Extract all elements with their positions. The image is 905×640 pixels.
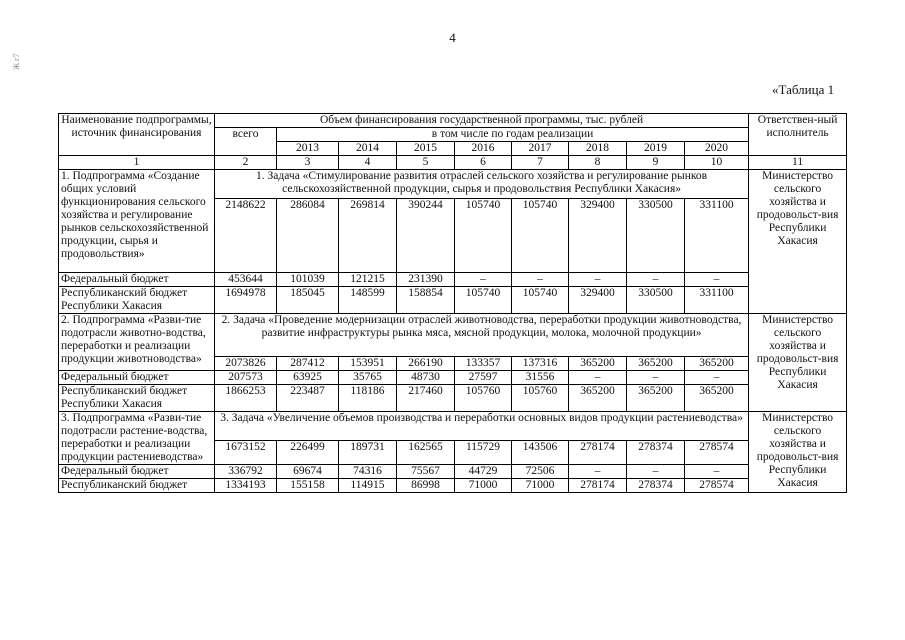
total-value: 390244 — [397, 199, 455, 273]
column-number: 8 — [569, 156, 627, 170]
header-year: 2019 — [627, 142, 685, 156]
budget-value: – — [569, 371, 627, 385]
budget-value: 75567 — [397, 465, 455, 479]
header-year: 2014 — [339, 142, 397, 156]
budget-value: 31556 — [512, 371, 569, 385]
budget-value: 105760 — [512, 385, 569, 412]
column-number: 5 — [397, 156, 455, 170]
budget-value: 231390 — [397, 273, 455, 287]
total-value: 115729 — [455, 441, 512, 465]
budget-row — [59, 385, 847, 412]
budget-value: 86998 — [397, 479, 455, 493]
total-value: 330500 — [627, 199, 685, 273]
total-value: 105740 — [455, 199, 512, 273]
section-task-row — [59, 412, 847, 441]
budget-value: 365200 — [569, 385, 627, 412]
responsible-executor: Министерство сельского хозяйства и продовольст-вия Республики Хакасия — [749, 170, 847, 314]
budget-value: 44729 — [455, 465, 512, 479]
budget-value: 69674 — [277, 465, 339, 479]
budget-value: 74316 — [339, 465, 397, 479]
section-task-row — [59, 314, 847, 357]
financing-table — [58, 113, 847, 493]
header-by-years: в том числе по годам реализации — [277, 128, 749, 142]
budget-value: 1334193 — [215, 479, 277, 493]
total-value: 133357 — [455, 357, 512, 371]
total-value: 269814 — [339, 199, 397, 273]
budget-value: 223487 — [277, 385, 339, 412]
header-year: 2017 — [512, 142, 569, 156]
margin-note: Ж г7 — [12, 53, 21, 70]
total-value: 286084 — [277, 199, 339, 273]
total-value: 365200 — [685, 357, 749, 371]
total-value: 278574 — [685, 441, 749, 465]
total-value: 278174 — [569, 441, 627, 465]
budget-value: 71000 — [512, 479, 569, 493]
budget-value: 207573 — [215, 371, 277, 385]
budget-value: 336792 — [215, 465, 277, 479]
budget-source: Республиканский бюджет — [59, 479, 215, 493]
total-value: 153951 — [339, 357, 397, 371]
budget-value: 365200 — [685, 385, 749, 412]
task-title: 1. Задача «Стимулирование развития отраслей сельского хозяйства и регулирование рынков сельскохозяйственной продукции, сырья и продовольствия Республики Хакасия» — [215, 170, 749, 199]
total-value: 105740 — [512, 199, 569, 273]
budget-value: 101039 — [277, 273, 339, 287]
budget-value: 453644 — [215, 273, 277, 287]
total-value: 2148622 — [215, 199, 277, 273]
budget-value: 105740 — [455, 287, 512, 314]
budget-value: – — [569, 273, 627, 287]
subprogram-title: 1. Подпрограмма «Создание общих условий функционирования сельского хозяйства и регулирование рынков сельскохозяйственной продукции, сырья и продовольствия» — [59, 170, 215, 273]
budget-value: 114915 — [339, 479, 397, 493]
budget-value: 35765 — [339, 371, 397, 385]
budget-value: 71000 — [455, 479, 512, 493]
total-value: 2073826 — [215, 357, 277, 371]
task-title: 2. Задача «Проведение модернизации отраслей животноводства, переработки продукции животноводства, развитие инфраструктуры рынка мяса, мясной продукции, молока, молочной продукции» — [215, 314, 749, 357]
budget-value: 72506 — [512, 465, 569, 479]
budget-value: – — [685, 465, 749, 479]
budget-value: 27597 — [455, 371, 512, 385]
header-year: 2013 — [277, 142, 339, 156]
budget-value: 185045 — [277, 287, 339, 314]
budget-value: 1694978 — [215, 287, 277, 314]
total-value: 226499 — [277, 441, 339, 465]
subprogram-title: 2. Подпрограмма «Разви-тие подотрасли животно-водства, переработки и реализации продукции животноводства» — [59, 314, 215, 371]
budget-value: 121215 — [339, 273, 397, 287]
budget-row — [59, 479, 847, 493]
total-value: 365200 — [569, 357, 627, 371]
column-number: 4 — [339, 156, 397, 170]
budget-value: 365200 — [627, 385, 685, 412]
column-number: 7 — [512, 156, 569, 170]
total-value: 1673152 — [215, 441, 277, 465]
budget-value: 148599 — [339, 287, 397, 314]
total-value: 331100 — [685, 199, 749, 273]
budget-value: 329400 — [569, 287, 627, 314]
budget-value: – — [627, 465, 685, 479]
budget-value: – — [685, 273, 749, 287]
column-number: 11 — [749, 156, 847, 170]
header-year: 2018 — [569, 142, 627, 156]
total-value: 365200 — [627, 357, 685, 371]
budget-row — [59, 273, 847, 287]
budget-value: – — [569, 465, 627, 479]
section-task-row — [59, 170, 847, 199]
budget-source: Республиканский бюджет Республики Хакасия — [59, 287, 215, 314]
budget-row — [59, 287, 847, 314]
responsible-executor: Министерство сельского хозяйства и продовольст-вия Республики Хакасия — [749, 314, 847, 412]
column-number: 3 — [277, 156, 339, 170]
budget-value: – — [627, 273, 685, 287]
total-value: 287412 — [277, 357, 339, 371]
budget-value: 155158 — [277, 479, 339, 493]
budget-value: 278574 — [685, 479, 749, 493]
column-number: 2 — [215, 156, 277, 170]
budget-value: 330500 — [627, 287, 685, 314]
header-year: 2020 — [685, 142, 749, 156]
header-volume: Объем финансирования государственной программы, тыс. рублей — [215, 114, 749, 128]
budget-row — [59, 371, 847, 385]
total-value: 143506 — [512, 441, 569, 465]
budget-source: Федеральный бюджет — [59, 371, 215, 385]
total-value: 189731 — [339, 441, 397, 465]
total-value: 266190 — [397, 357, 455, 371]
header-total: всего — [215, 128, 277, 156]
budget-value: 118186 — [339, 385, 397, 412]
page-number: 4 — [449, 30, 456, 45]
total-value: 137316 — [512, 357, 569, 371]
budget-value: 278374 — [627, 479, 685, 493]
total-value: 329400 — [569, 199, 627, 273]
budget-value: 1866253 — [215, 385, 277, 412]
total-value: 278374 — [627, 441, 685, 465]
header-year: 2015 — [397, 142, 455, 156]
table-caption: «Таблица 1 — [772, 82, 835, 97]
budget-value: – — [685, 371, 749, 385]
budget-value: 105740 — [512, 287, 569, 314]
budget-value: 278174 — [569, 479, 627, 493]
budget-value: 63925 — [277, 371, 339, 385]
budget-source: Республиканский бюджет Республики Хакасия — [59, 385, 215, 412]
budget-value: 158854 — [397, 287, 455, 314]
budget-value: 105760 — [455, 385, 512, 412]
column-number: 9 — [627, 156, 685, 170]
budget-value: – — [627, 371, 685, 385]
budget-value: 48730 — [397, 371, 455, 385]
column-number: 1 — [59, 156, 215, 170]
budget-value: 217460 — [397, 385, 455, 412]
budget-value: – — [455, 273, 512, 287]
header-year: 2016 — [455, 142, 512, 156]
subprogram-title: 3. Подпрограмма «Разви-тие подотрасли растение-водства, переработки и реализации продукции растениеводства» — [59, 412, 215, 465]
budget-row — [59, 465, 847, 479]
column-number: 6 — [455, 156, 512, 170]
budget-value: 331100 — [685, 287, 749, 314]
header-responsible: Ответствен-ный исполнитель — [749, 114, 847, 156]
column-number: 10 — [685, 156, 749, 170]
task-title: 3. Задача «Увеличение объемов производства и переработки основных видов продукции растениеводства» — [215, 412, 749, 441]
responsible-executor: Министерство сельского хозяйства и продовольст-вия Республики Хакасия — [749, 412, 847, 493]
budget-source: Федеральный бюджет — [59, 273, 215, 287]
budget-source: Федеральный бюджет — [59, 465, 215, 479]
header-name-column: Наименование подпрограммы, источник финансирования — [59, 114, 215, 156]
budget-value: – — [512, 273, 569, 287]
total-value: 162565 — [397, 441, 455, 465]
